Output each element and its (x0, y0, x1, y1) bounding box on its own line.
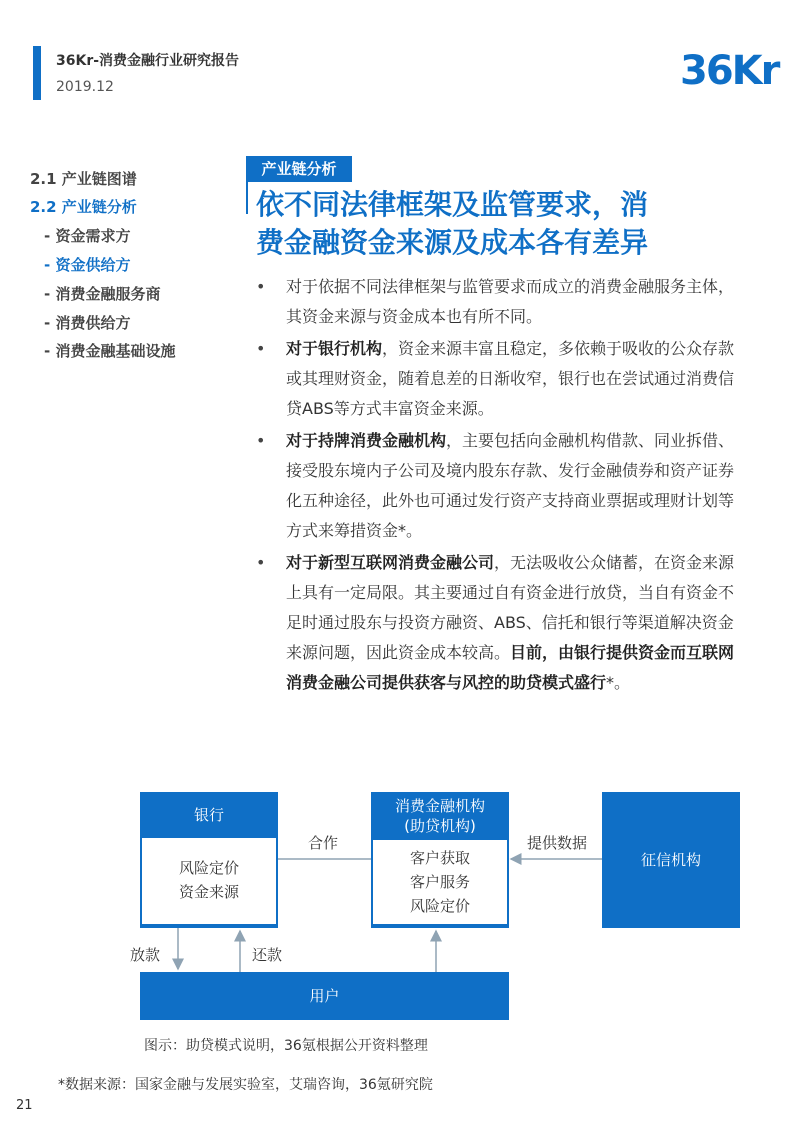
headline-line-1: 依不同法律框架及监管要求，消 (256, 188, 649, 221)
report-date: 2019.12 (56, 79, 114, 95)
nav-item-funding-supply[interactable]: - 资金供给方 (44, 256, 131, 274)
nav-item-infrastructure[interactable]: - 消费金融基础设施 (44, 342, 176, 360)
provide-data-label: 提供数据 (527, 834, 588, 852)
report-title: 36Kr-消费金融行业研究报告 (56, 53, 240, 69)
consumer-finance-title: 消费金融机构 (助贷机构) (371, 792, 509, 840)
list-item: • 对于依据不同法律框架与监管要求而成立的消费金融服务主体，其资金来源与资金成本也有所不同。 (256, 277, 735, 326)
data-source: *数据来源：国家金融与发展实验室，艾瑞咨询，36氪研究院 (58, 1077, 433, 1093)
repay-label: 还款 (252, 946, 283, 964)
cooperate-label: 合作 (308, 834, 339, 852)
nav-item-consumption-supply[interactable]: - 消费供给方 (44, 314, 131, 332)
list-item: • 对于持牌消费金融机构，主要包括向金融机构借款、同业拆借、接受股东境内子公司及境内股东存款、发行金融债券和资产证券化五种途径，此外也可通过发行资产支持商业票据或理财计划等方式来筹措资金*。 (256, 431, 735, 540)
list-item: • 对于新型互联网消费金融公司，无法吸收公众储蓄，在资金来源上具有一定局限。其主要通过自有资金进行放贷，当自有资金不足时通过股东与投资方融资、ABS、信托和银行等渠道解决资金来源问题，因此资金成本较高。目前，由银行提供资金而互联网消费金融公司提供获客与风控的助贷模式盛行*。 (256, 553, 735, 692)
nav-item-2-1[interactable]: 2.1 产业链图谱 (30, 170, 137, 188)
figure-caption: 图示：助贷模式说明，36氪根据公开资料整理 (144, 1038, 428, 1054)
bank-title: 银行 (140, 792, 278, 838)
consumer-finance-functions: 客户获取 客户服务 风险定价 (373, 840, 507, 924)
bank-functions: 风险定价 资金来源 (142, 838, 276, 924)
credit-bureau-box: 征信机构 (602, 792, 740, 928)
nav-item-2-2[interactable]: 2.2 产业链分析 (30, 198, 137, 216)
nav-item-funding-demand[interactable]: - 资金需求方 (44, 227, 131, 245)
page-number: 21 (16, 1098, 33, 1113)
lend-label: 放款 (130, 946, 161, 964)
svg-text:36Kr: 36Kr (680, 48, 779, 94)
list-item: • 对于银行机构，资金来源丰富且稳定，多依赖于吸收的公众存款或其理财资金，随着息差的日渐收窄，银行也在尝试通过消费信贷ABS等方式丰富资金来源。 (256, 339, 735, 418)
user-box: 用户 (140, 972, 509, 1020)
section-tag: 产业链分析 (246, 156, 352, 182)
headline-line-2: 费金融资金来源及成本各有差异 (256, 226, 649, 259)
nav-item-service-provider[interactable]: - 消费金融服务商 (44, 285, 161, 303)
